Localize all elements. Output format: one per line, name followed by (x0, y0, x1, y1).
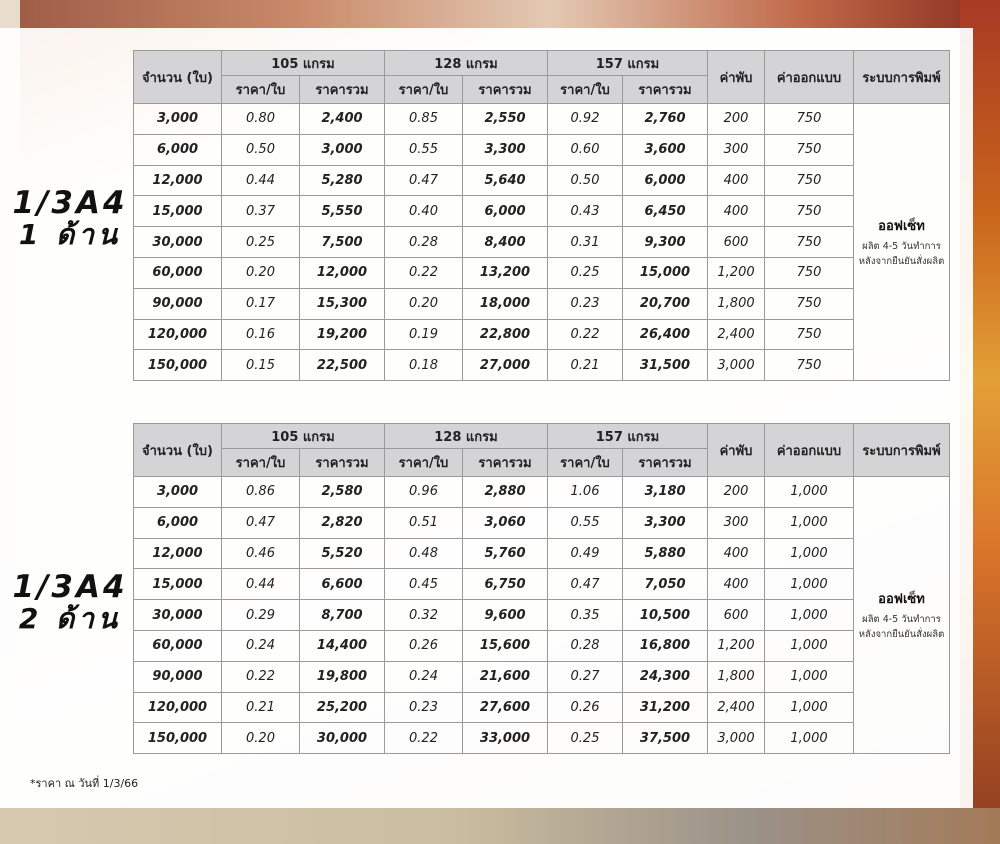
unit-price-105-cell: 0.20 (222, 723, 300, 754)
folding-cost-cell: 3,000 (708, 350, 765, 381)
table-body (134, 477, 950, 754)
unit-price-128-cell: 0.24 (385, 661, 463, 692)
unit-price-128-cell: 0.18 (385, 350, 463, 381)
header-qty: จำนวน (ใบ) (134, 424, 222, 477)
table-row (134, 104, 950, 135)
design-cost-cell: 750 (765, 104, 854, 135)
total-price-157-cell: 3,300 (623, 507, 708, 538)
unit-price-105-cell: 0.15 (222, 350, 300, 381)
table-row (134, 692, 950, 723)
design-cost-cell: 750 (765, 257, 854, 288)
total-price-105-cell: 14,400 (300, 630, 385, 661)
header-paper-157: 157 แกรม (548, 51, 708, 76)
header-folding: ค่าพับ (708, 424, 765, 477)
unit-price-157-cell: 1.06 (548, 477, 623, 508)
total-price-128-cell: 5,640 (463, 165, 548, 196)
design-cost-cell: 1,000 (765, 538, 854, 569)
qty-cell: 150,000 (134, 350, 222, 381)
unit-price-128-cell: 0.85 (385, 104, 463, 135)
table-row (134, 507, 950, 538)
unit-price-157-cell: 0.26 (548, 692, 623, 723)
total-price-128-cell: 9,600 (463, 600, 548, 631)
unit-price-128-cell: 0.22 (385, 723, 463, 754)
table-row (134, 477, 950, 508)
unit-price-157-cell: 0.49 (548, 538, 623, 569)
unit-price-128-cell: 0.96 (385, 477, 463, 508)
total-price-128-cell: 18,000 (463, 288, 548, 319)
unit-price-105-cell: 0.24 (222, 630, 300, 661)
qty-cell: 12,000 (134, 538, 222, 569)
folding-cost-cell: 1,800 (708, 661, 765, 692)
unit-price-128-cell: 0.32 (385, 600, 463, 631)
section1-title (10, 186, 130, 251)
total-price-157-cell: 16,800 (623, 630, 708, 661)
folding-cost-cell: 3,000 (708, 723, 765, 754)
folding-cost-cell: 400 (708, 196, 765, 227)
unit-price-105-cell: 0.20 (222, 257, 300, 288)
total-price-105-cell: 2,580 (300, 477, 385, 508)
qty-cell: 60,000 (134, 630, 222, 661)
header-print-system: ระบบการพิมพ์ (854, 424, 950, 477)
total-price-105-cell: 25,200 (300, 692, 385, 723)
unit-price-128-cell: 0.55 (385, 134, 463, 165)
unit-price-157-cell: 0.25 (548, 257, 623, 288)
total-price-157-cell: 6,450 (623, 196, 708, 227)
total-price-105-cell: 12,000 (300, 257, 385, 288)
total-price-105-cell: 22,500 (300, 350, 385, 381)
print-system-name: ออฟเซ็ท (878, 592, 925, 608)
folding-cost-cell: 200 (708, 104, 765, 135)
total-price-105-cell: 7,500 (300, 227, 385, 258)
design-cost-cell: 1,000 (765, 477, 854, 508)
design-cost-cell: 750 (765, 288, 854, 319)
header-print-system: ระบบการพิมพ์ (854, 51, 950, 104)
qty-cell: 15,000 (134, 196, 222, 227)
unit-price-128-cell: 0.19 (385, 319, 463, 350)
unit-price-105-cell: 0.44 (222, 569, 300, 600)
total-price-105-cell: 30,000 (300, 723, 385, 754)
qty-cell: 150,000 (134, 723, 222, 754)
unit-price-128-cell: 0.22 (385, 257, 463, 288)
unit-price-105-cell: 0.37 (222, 196, 300, 227)
folding-cost-cell: 400 (708, 165, 765, 196)
header-folding: ค่าพับ (708, 51, 765, 104)
unit-price-105-cell: 0.22 (222, 661, 300, 692)
total-price-105-cell: 5,280 (300, 165, 385, 196)
unit-price-105-cell: 0.86 (222, 477, 300, 508)
production-start-note: หลังจากยืนยันสั่งผลิต (858, 255, 945, 267)
unit-price-157-cell: 0.47 (548, 569, 623, 600)
total-price-128-cell: 27,000 (463, 350, 548, 381)
unit-price-128-cell: 0.45 (385, 569, 463, 600)
print-system-cell (854, 477, 950, 754)
total-price-105-cell: 2,820 (300, 507, 385, 538)
qty-cell: 120,000 (134, 692, 222, 723)
table-row (134, 569, 950, 600)
total-price-128-cell: 33,000 (463, 723, 548, 754)
background-top-strip (0, 0, 1000, 28)
total-price-128-cell: 6,750 (463, 569, 548, 600)
unit-price-157-cell: 0.22 (548, 319, 623, 350)
unit-price-105-cell: 0.44 (222, 165, 300, 196)
table-row (134, 227, 950, 258)
price-table-2-sides (133, 423, 950, 754)
price-table-1-side (133, 50, 950, 381)
unit-price-157-cell: 0.35 (548, 600, 623, 631)
production-start-note: หลังจากยืนยันสั่งผลิต (858, 628, 945, 640)
folding-cost-cell: 300 (708, 507, 765, 538)
total-price-128-cell: 2,550 (463, 104, 548, 135)
unit-price-128-cell: 0.23 (385, 692, 463, 723)
unit-price-105-cell: 0.80 (222, 104, 300, 135)
folding-cost-cell: 1,200 (708, 630, 765, 661)
design-cost-cell: 1,000 (765, 723, 854, 754)
qty-cell: 30,000 (134, 600, 222, 631)
total-price-128-cell: 8,400 (463, 227, 548, 258)
folding-cost-cell: 300 (708, 134, 765, 165)
design-cost-cell: 1,000 (765, 692, 854, 723)
qty-cell: 120,000 (134, 319, 222, 350)
unit-price-105-cell: 0.50 (222, 134, 300, 165)
total-price-157-cell: 3,180 (623, 477, 708, 508)
total-price-105-cell: 5,550 (300, 196, 385, 227)
header-unit-price: ราคา/ใบ (548, 76, 623, 104)
production-time-note: ผลิต 4-5 วันทำการ (862, 614, 941, 626)
unit-price-157-cell: 0.60 (548, 134, 623, 165)
qty-cell: 6,000 (134, 507, 222, 538)
total-price-157-cell: 9,300 (623, 227, 708, 258)
design-cost-cell: 750 (765, 165, 854, 196)
unit-price-128-cell: 0.20 (385, 288, 463, 319)
section1-size-label: 1/3A4 (12, 185, 128, 221)
header-paper-128: 128 แกรม (385, 424, 548, 449)
unit-price-105-cell: 0.29 (222, 600, 300, 631)
total-price-157-cell: 20,700 (623, 288, 708, 319)
total-price-128-cell: 27,600 (463, 692, 548, 723)
unit-price-157-cell: 0.31 (548, 227, 623, 258)
total-price-128-cell: 3,300 (463, 134, 548, 165)
folding-cost-cell: 2,400 (708, 692, 765, 723)
total-price-105-cell: 2,400 (300, 104, 385, 135)
unit-price-105-cell: 0.47 (222, 507, 300, 538)
design-cost-cell: 750 (765, 350, 854, 381)
total-price-105-cell: 15,300 (300, 288, 385, 319)
header-design: ค่าออกแบบ (765, 424, 854, 477)
unit-price-128-cell: 0.48 (385, 538, 463, 569)
header-unit-price: ราคา/ใบ (222, 449, 300, 477)
design-cost-cell: 750 (765, 227, 854, 258)
total-price-157-cell: 3,600 (623, 134, 708, 165)
total-price-105-cell: 8,700 (300, 600, 385, 631)
background-bottom-strip (0, 808, 1000, 844)
total-price-128-cell: 22,800 (463, 319, 548, 350)
total-price-157-cell: 5,880 (623, 538, 708, 569)
design-cost-cell: 1,000 (765, 661, 854, 692)
qty-cell: 15,000 (134, 569, 222, 600)
header-total-price: ราคารวม (300, 76, 385, 104)
total-price-128-cell: 13,200 (463, 257, 548, 288)
unit-price-157-cell: 0.21 (548, 350, 623, 381)
table-row (134, 288, 950, 319)
header-total-price: ราคารวม (623, 76, 708, 104)
header-paper-105: 105 แกรม (222, 424, 385, 449)
unit-price-157-cell: 0.50 (548, 165, 623, 196)
total-price-157-cell: 31,500 (623, 350, 708, 381)
header-unit-price: ราคา/ใบ (222, 76, 300, 104)
total-price-128-cell: 5,760 (463, 538, 548, 569)
total-price-157-cell: 10,500 (623, 600, 708, 631)
section2-title (10, 570, 130, 635)
unit-price-105-cell: 0.46 (222, 538, 300, 569)
section2-sides-label: 2 ด้าน (18, 602, 122, 636)
qty-cell: 12,000 (134, 165, 222, 196)
table-row (134, 257, 950, 288)
total-price-157-cell: 6,000 (623, 165, 708, 196)
total-price-128-cell: 2,880 (463, 477, 548, 508)
design-cost-cell: 750 (765, 319, 854, 350)
qty-cell: 60,000 (134, 257, 222, 288)
total-price-105-cell: 19,200 (300, 319, 385, 350)
design-cost-cell: 1,000 (765, 630, 854, 661)
header-paper-105: 105 แกรม (222, 51, 385, 76)
header-total-price: ราคารวม (300, 449, 385, 477)
table-row (134, 723, 950, 754)
total-price-157-cell: 2,760 (623, 104, 708, 135)
total-price-128-cell: 6,000 (463, 196, 548, 227)
total-price-157-cell: 15,000 (623, 257, 708, 288)
folding-cost-cell: 400 (708, 569, 765, 600)
print-system-name: ออฟเซ็ท (878, 219, 925, 235)
table-row (134, 350, 950, 381)
header-total-price: ราคารวม (463, 449, 548, 477)
print-system-cell (854, 104, 950, 381)
unit-price-128-cell: 0.28 (385, 227, 463, 258)
folding-cost-cell: 600 (708, 227, 765, 258)
table-body (134, 104, 950, 381)
header-total-price: ราคารวม (623, 449, 708, 477)
total-price-105-cell: 19,800 (300, 661, 385, 692)
production-time-note: ผลิต 4-5 วันทำการ (862, 241, 941, 253)
qty-cell: 90,000 (134, 288, 222, 319)
total-price-157-cell: 37,500 (623, 723, 708, 754)
total-price-157-cell: 31,200 (623, 692, 708, 723)
folding-cost-cell: 1,200 (708, 257, 765, 288)
table-row (134, 661, 950, 692)
folding-cost-cell: 200 (708, 477, 765, 508)
design-cost-cell: 750 (765, 134, 854, 165)
total-price-128-cell: 21,600 (463, 661, 548, 692)
unit-price-157-cell: 0.28 (548, 630, 623, 661)
section2-size-label: 1/3A4 (12, 569, 128, 605)
folding-cost-cell: 2,400 (708, 319, 765, 350)
header-unit-price: ราคา/ใบ (385, 449, 463, 477)
section1-sides-label: 1 ด้าน (18, 218, 122, 252)
unit-price-157-cell: 0.55 (548, 507, 623, 538)
total-price-105-cell: 5,520 (300, 538, 385, 569)
header-unit-price: ราคา/ใบ (385, 76, 463, 104)
unit-price-128-cell: 0.26 (385, 630, 463, 661)
unit-price-157-cell: 0.27 (548, 661, 623, 692)
header-paper-157: 157 แกรม (548, 424, 708, 449)
unit-price-157-cell: 0.92 (548, 104, 623, 135)
table-row (134, 134, 950, 165)
qty-cell: 3,000 (134, 104, 222, 135)
unit-price-105-cell: 0.21 (222, 692, 300, 723)
table-row (134, 165, 950, 196)
price-date-footnote: *ราคา ณ วันที่ 1/3/66 (30, 777, 139, 790)
table-row (134, 196, 950, 227)
unit-price-157-cell: 0.43 (548, 196, 623, 227)
design-cost-cell: 1,000 (765, 507, 854, 538)
table-row (134, 600, 950, 631)
folding-cost-cell: 400 (708, 538, 765, 569)
total-price-157-cell: 24,300 (623, 661, 708, 692)
unit-price-128-cell: 0.47 (385, 165, 463, 196)
total-price-105-cell: 6,600 (300, 569, 385, 600)
unit-price-157-cell: 0.23 (548, 288, 623, 319)
design-cost-cell: 1,000 (765, 600, 854, 631)
header-qty: จำนวน (ใบ) (134, 51, 222, 104)
qty-cell: 90,000 (134, 661, 222, 692)
qty-cell: 6,000 (134, 134, 222, 165)
total-price-157-cell: 7,050 (623, 569, 708, 600)
unit-price-128-cell: 0.51 (385, 507, 463, 538)
total-price-105-cell: 3,000 (300, 134, 385, 165)
unit-price-105-cell: 0.17 (222, 288, 300, 319)
total-price-128-cell: 15,600 (463, 630, 548, 661)
table-row (134, 319, 950, 350)
header-design: ค่าออกแบบ (765, 51, 854, 104)
design-cost-cell: 750 (765, 196, 854, 227)
table-row (134, 630, 950, 661)
header-paper-128: 128 แกรม (385, 51, 548, 76)
unit-price-105-cell: 0.25 (222, 227, 300, 258)
folding-cost-cell: 600 (708, 600, 765, 631)
unit-price-128-cell: 0.40 (385, 196, 463, 227)
qty-cell: 30,000 (134, 227, 222, 258)
table-row (134, 538, 950, 569)
unit-price-157-cell: 0.25 (548, 723, 623, 754)
unit-price-105-cell: 0.16 (222, 319, 300, 350)
qty-cell: 3,000 (134, 477, 222, 508)
folding-cost-cell: 1,800 (708, 288, 765, 319)
header-unit-price: ราคา/ใบ (548, 449, 623, 477)
total-price-157-cell: 26,400 (623, 319, 708, 350)
total-price-128-cell: 3,060 (463, 507, 548, 538)
design-cost-cell: 1,000 (765, 569, 854, 600)
header-total-price: ราคารวม (463, 76, 548, 104)
